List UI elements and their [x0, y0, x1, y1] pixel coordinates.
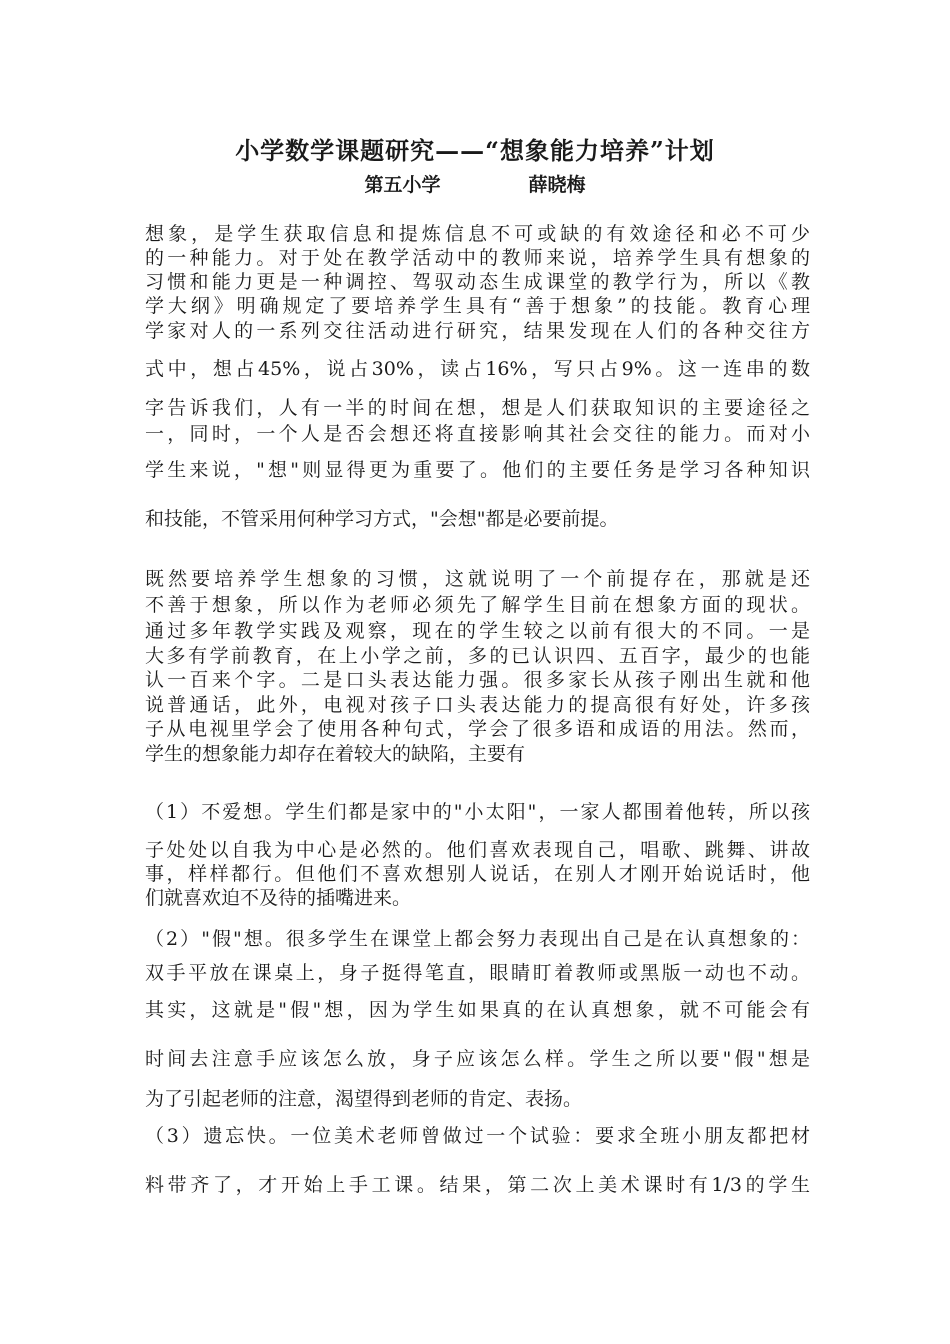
text-line: 事，样样都行。但他们不喜欢想别人说话，在别人才刚开始说话时，他: [145, 863, 810, 885]
text-line: 字告诉我们，人有一半的时间在想，想是人们获取知识的主要途径之: [145, 397, 810, 419]
text-line: 双手平放在课桌上，身子挺得笔直，眼睛盯着教师或黑版一动也不动。: [145, 962, 810, 984]
text-line: 学生的想象能力却存在着较大的缺陷，主要有: [145, 743, 526, 765]
document-title: 小学数学课题研究——“想象能力培养”计划: [235, 136, 715, 165]
text-line: 习惯和能力更是一种调控、驾驭动态生成课堂的教学行为，所以《教: [145, 271, 810, 293]
text-line: 不善于想象，所以作为老师必须先了解学生目前在想象方面的现状。: [145, 594, 810, 616]
text-line: 子处处以自我为中心是必然的。他们喜欢表现自己，唱歌、跳舞、讲故: [145, 839, 810, 861]
text-line: 说普通话，此外，电视对孩子口头表达能力的提高很有好处，许多孩: [145, 694, 810, 716]
text-line: 式中，想占45%，说占30%，读占16%，写只占9%。这一连串的数: [145, 358, 810, 380]
text-line: （1）不爱想。学生们都是家中的"小太阳"，一家人都围着他转，所以孩: [145, 801, 810, 823]
text-line: （3）遗忘快。一位美术老师曾做过一个试验：要求全班小朋友都把材: [145, 1125, 810, 1147]
text-line: 料带齐了，才开始上手工课。结果，第二次上美术课时有1/3的学生: [145, 1174, 810, 1196]
text-line: 想象，是学生获取信息和提炼信息不可或缺的有效途径和必不可少: [145, 223, 810, 245]
text-line: （2）"假"想。很多学生在课堂上都会努力表现出自己是在认真想象的：: [145, 928, 810, 950]
text-line: 学家对人的一系列交往活动进行研究，结果发现在人们的各种交往方: [145, 320, 810, 342]
text-line: 为了引起老师的注意，渴望得到老师的肯定、表扬。: [145, 1088, 583, 1110]
text-line: 其实，这就是"假"想，因为学生如果真的在认真想象，就不可能会有: [145, 999, 810, 1021]
author-name: 薛晓梅: [528, 174, 586, 196]
text-line: 既然要培养学生想象的习惯，这就说明了一个前提存在，那就是还: [145, 568, 810, 590]
text-line: 们就喜欢迫不及待的插嘴进来。: [145, 887, 412, 909]
text-line: 学大纲》明确规定了要培养学生具有“善于想象”的技能。教育心理: [145, 295, 810, 317]
text-line: 子从电视里学会了使用各种句式，学会了很多语和成语的用法。然而，: [145, 718, 810, 740]
byline: [0, 172, 950, 198]
school-name: 第五小学: [364, 174, 441, 196]
text-line: 大多有学前教育，在上小学之前，多的已认识四、五百字，最少的也能: [145, 645, 810, 667]
text-line: 和技能，不管采用何种学习方式，"会想"都是必要前提。: [145, 508, 619, 530]
text-line: 的一种能力。对于处在教学活动中的教师来说，培养学生具有想象的: [145, 247, 810, 269]
text-line: 学生来说，"想"则显得更为重要了。他们的主要任务是学习各种知识: [145, 459, 810, 481]
text-line: 一，同时，一个人是否会想还将直接影响其社会交往的能力。而对小: [145, 423, 810, 445]
text-line: 时间去注意手应该怎么放，身子应该怎么样。学生之所以要"假"想是: [145, 1048, 810, 1070]
text-line: 通过多年教学实践及观察，现在的学生较之以前有很大的不同。一是: [145, 620, 810, 642]
text-line: 认一百来个字。二是口头表达能力强。很多家长从孩子刚出生就和他: [145, 669, 810, 691]
